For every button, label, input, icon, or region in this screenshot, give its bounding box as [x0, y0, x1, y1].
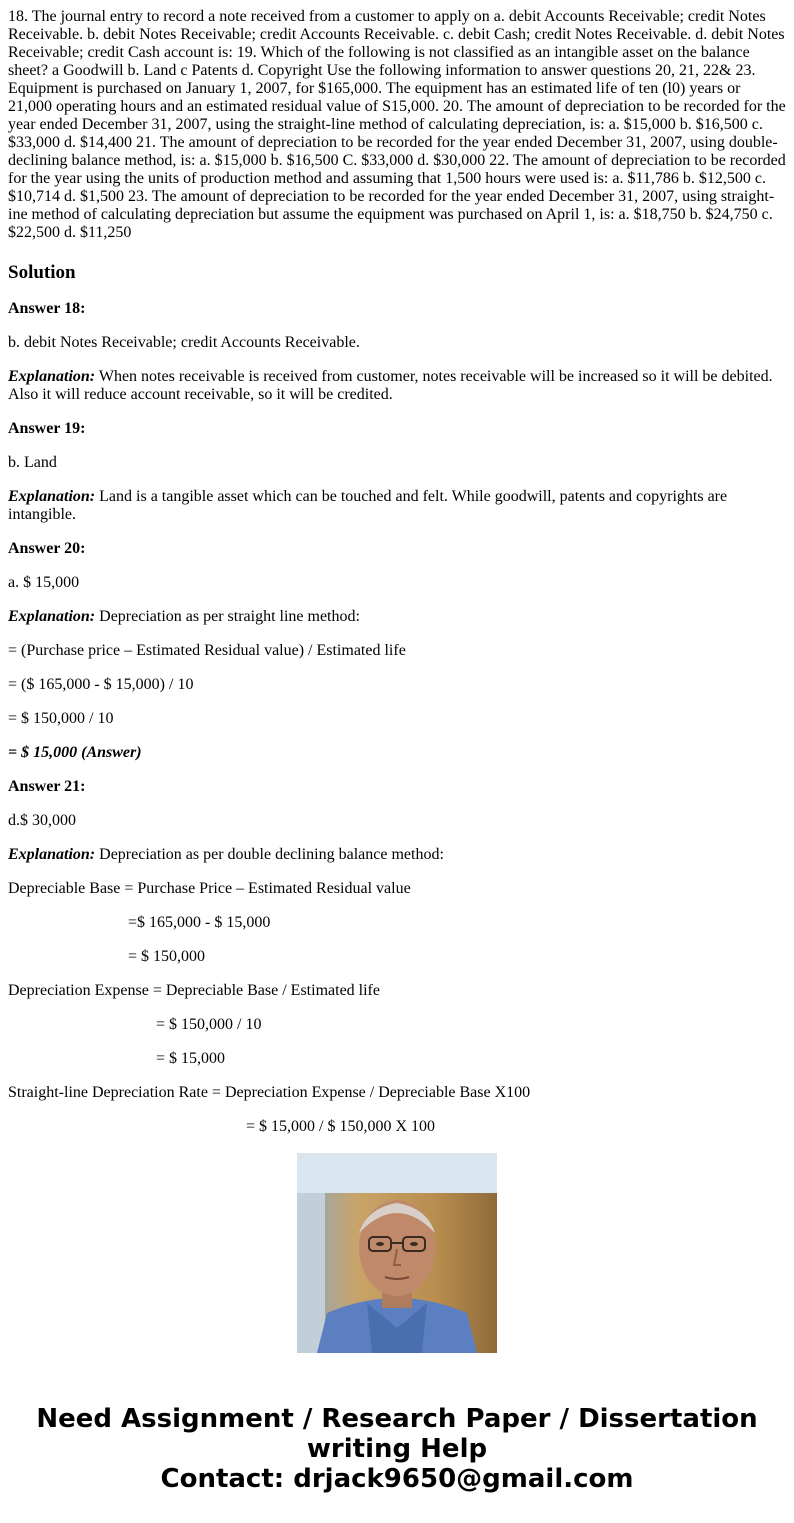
author-avatar — [297, 1153, 497, 1353]
answer-21-step: Depreciation Expense = Depreciable Base / Estimated life — [8, 982, 380, 999]
answer-21-step: = $ 15,000 — [156, 1050, 226, 1067]
author-portrait-image — [297, 1153, 497, 1353]
answer-21-explanation: Explanation: Depreciation as per double declining balance method: — [8, 846, 444, 863]
answer-20-step: = ($ 165,000 - $ 15,000) / 10 — [8, 676, 194, 693]
answer-21-step: = $ 150,000 — [128, 948, 206, 965]
footer-line-2: writing Help — [306, 1434, 488, 1464]
question-text: 18. The journal entry to record a note received from a customer to apply on a. debit Accounts Receivable; credit Notes Receivable. b. debit Notes Receivable; credit Accounts Receivable. c. debit Cash; credit Notes Receivable. d. debit Notes Receivable; credit Cash account is: 19. Which of the following is not classified as an intangible asset on the balance sheet? a Goodwill b. Land c Patents d. Copyright Use the following information to answer questions 20, 21, 22& 23. Equipment is purchased on January 1, 2007, for $165,000. The equipment has an estimated life of ten (l0) years or 21,000 operating hours and an estimated residual value of S15,000. 20. The amount of depreciation to be recorded for the year ended December 31, 2007, using the straight-line method of calculating depreciation, is: a. $15,000 b. $16,500 c. $33,000 d. $14,400 21. The amount of depreciation to be recorded for the year ended December 31, 2007, using double-declining balance method, is: a. $15,000 b. $16,500 C. $33,000 d. $30,000 22. The amount of depreciation to be recorded for the year using the units of production method and assuming that 1,500 hours were used is: a. $11,786 b. $12,500 c. $10,714 d. $1,500 23. The amount of depreciation to be recorded for the year ended December 31, 2007, using straight-ine method of calculating depreciation but assume the equipment was purchased on April 1, is: a. $18,750 b. $24,750 c. $22,500 d. $11,250 — [8, 8, 786, 241]
answer-21-step: =$ 165,000 - $ 15,000 — [128, 914, 271, 931]
answer-20-formula: = (Purchase price – Estimated Residual value) / Estimated life — [8, 642, 406, 659]
answer-20-result: = $ 15,000 (Answer) — [8, 744, 142, 761]
answer-19-explanation: Explanation: Land is a tangible asset which can be touched and felt. While goodwill, patents and copyrights are intangible. — [8, 488, 728, 523]
answer-21-step: = $ 150,000 / 10 — [156, 1016, 262, 1033]
answer-20-explanation: Explanation: Depreciation as per straight line method: — [8, 608, 360, 625]
answer-19-choice: b. Land — [8, 454, 57, 471]
answer-18-choice: b. debit Notes Receivable; credit Accounts Receivable. — [8, 334, 360, 351]
answer-20-heading: Answer 20: — [8, 540, 86, 557]
answer-21-step: = $ 15,000 / $ 150,000 X 100 — [246, 1118, 436, 1135]
footer-contact-email: Contact: drjack9650@gmail.com — [160, 1464, 634, 1494]
footer-line-1: Need Assignment / Research Paper / Dissertation — [36, 1404, 758, 1434]
answer-21-choice: d.$ 30,000 — [8, 812, 76, 829]
contact-footer — [0, 1404, 794, 1494]
solution-heading: Solution — [8, 262, 76, 283]
answer-20-choice: a. $ 15,000 — [8, 574, 80, 591]
answer-20-step: = $ 150,000 / 10 — [8, 710, 114, 727]
answer-18-heading: Answer 18: — [8, 300, 86, 317]
answer-18-explanation: Explanation: When notes receivable is received from customer, notes receivable will be increased so it will be debited. Also it will reduce account receivable, so it will be credited. — [8, 368, 773, 403]
answer-21-heading: Answer 21: — [8, 778, 86, 795]
answer-21-step: Depreciable Base = Purchase Price – Estimated Residual value — [8, 880, 411, 897]
answer-19-heading: Answer 19: — [8, 420, 86, 437]
answer-21-step: Straight-line Depreciation Rate = Depreciation Expense / Depreciable Base X100 — [8, 1084, 531, 1101]
document-content — [8, 8, 788, 1135]
